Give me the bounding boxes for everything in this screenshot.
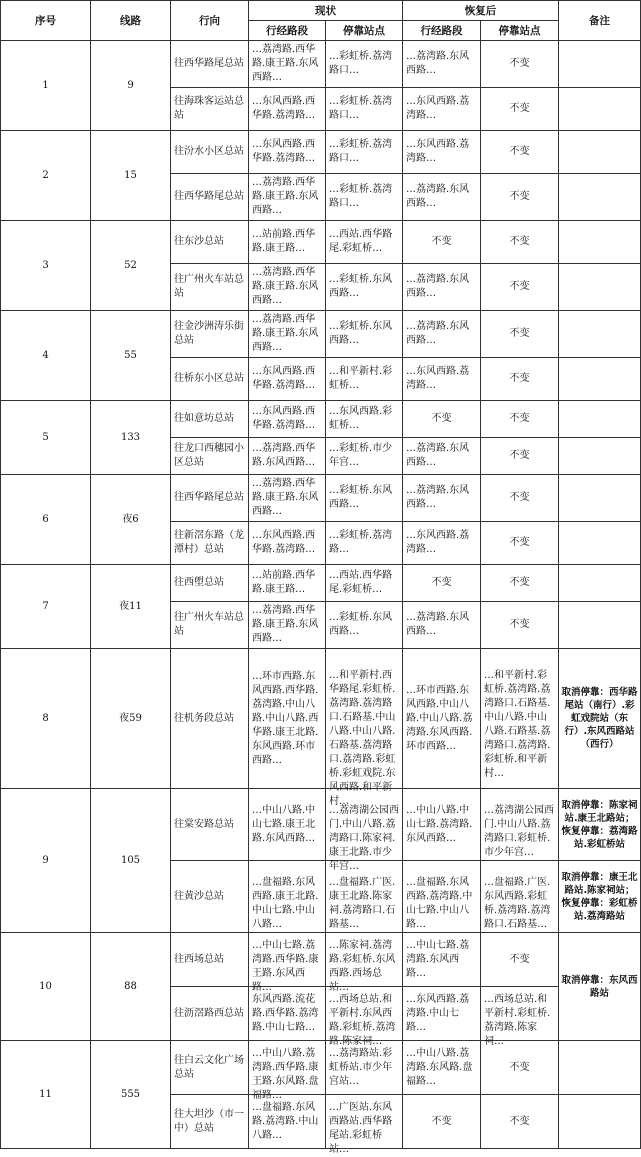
current-stop-cell bbox=[326, 41, 403, 88]
restored-seg-cell bbox=[403, 602, 481, 649]
restored-stop-cell-text: 不变 bbox=[509, 328, 530, 339]
direction-cell: 往大坦沙（市一中）总站 bbox=[171, 1095, 249, 1149]
current-stop-cell-text: …彩虹桥.荔湾路口… bbox=[329, 139, 393, 164]
restored-seg-cell-text: …荔湾路.东风西路… bbox=[406, 274, 470, 299]
seq-cell: 2 bbox=[1, 131, 91, 221]
restored-seg-cell-text: …荔湾路.东风西路… bbox=[406, 321, 470, 346]
note-cell bbox=[559, 438, 641, 475]
restored-stop-cell-text: 不变 bbox=[509, 58, 530, 69]
current-seg-cell bbox=[249, 933, 326, 993]
restored-seg-cell-text: …东风西路.荔湾路… bbox=[406, 530, 470, 555]
seq-cell: 10 bbox=[1, 933, 91, 1041]
restored-seg-cell bbox=[403, 522, 481, 565]
note-cell bbox=[559, 1095, 641, 1149]
table-row bbox=[1, 401, 641, 438]
current-stop-cell-text: …荔湾路站.彩虹桥站.市少年宫站… bbox=[329, 1047, 393, 1087]
restored-stop-cell bbox=[481, 264, 559, 311]
restored-stop-cell-text: 不变 bbox=[509, 281, 530, 292]
current-seg-cell bbox=[249, 41, 326, 88]
seq-cell: 5 bbox=[1, 401, 91, 475]
current-seg-cell bbox=[249, 522, 326, 565]
direction-cell: 往白云文化广场总站 bbox=[171, 1041, 249, 1095]
direction-cell: 往黄沙总站 bbox=[171, 861, 249, 933]
restored-seg-cell bbox=[403, 933, 481, 987]
current-stop-cell bbox=[326, 358, 403, 401]
restored-seg-cell bbox=[403, 861, 481, 933]
current-seg-cell bbox=[249, 174, 326, 221]
current-seg-cell-text: 东风西路.流花路.西华路.荔湾路.中山七路… bbox=[252, 993, 319, 1033]
route-cell: 15 bbox=[91, 131, 171, 221]
current-seg-cell-text: …东风西路.西华路.荔湾路… bbox=[252, 96, 316, 121]
route-cell: 55 bbox=[91, 311, 171, 401]
restored-seg-cell bbox=[403, 358, 481, 401]
restored-seg-cell-text: …荔湾路.东风西路… bbox=[406, 485, 470, 510]
restored-seg-cell bbox=[403, 311, 481, 358]
table-row bbox=[1, 1041, 641, 1095]
current-seg-cell bbox=[249, 602, 326, 649]
current-stop-cell-text: …陈家祠.荔湾路.彩虹桥.东风西路.西场总站… bbox=[329, 939, 396, 993]
direction-cell: 往新滘东路（龙潭村）总站 bbox=[171, 522, 249, 565]
restored-seg-cell-text: …中山八路.中山七路.荔湾路.东风西路… bbox=[406, 804, 473, 844]
restored-stop-cell bbox=[481, 131, 559, 174]
current-seg-cell-text: …荔湾路.西华路.康王路.东风西路… bbox=[252, 605, 319, 644]
note-cell bbox=[559, 602, 641, 649]
current-stop-cell-text: …荔湾湖公园西门.中山八路.荔湾路口.陈家祠.康王北路.市少年宫… bbox=[329, 804, 399, 872]
restored-seg-cell bbox=[403, 264, 481, 311]
note-cell bbox=[559, 174, 641, 221]
direction-cell: 往龙口西穗园小区总站 bbox=[171, 438, 249, 475]
table-row bbox=[1, 41, 641, 88]
header-restored-seg: 行经路段 bbox=[403, 21, 481, 41]
note-cell bbox=[559, 565, 641, 602]
route-cell: 夜11 bbox=[91, 565, 171, 649]
table-row bbox=[1, 131, 641, 174]
restored-stop-cell-text: …盘福路.广医.东风西路.彩虹桥.荔湾路.荔湾路口.石路基… bbox=[484, 876, 551, 930]
header-note: 备注 bbox=[559, 1, 641, 41]
restored-stop-cell bbox=[481, 602, 559, 649]
current-seg-cell-text: …荔湾路.西华路.康王路.东风西路… bbox=[252, 44, 319, 83]
table-row bbox=[1, 311, 641, 358]
restored-seg-cell bbox=[403, 1095, 481, 1149]
direction-cell: 往桥东小区总站 bbox=[171, 358, 249, 401]
note-cell: 取消停靠：西华路尾站（南行）.彩虹戏院站（东行）.东风西路站（西行） bbox=[559, 649, 641, 789]
restored-stop-cell-text: 不变 bbox=[509, 103, 530, 114]
restored-seg-cell-text: …中山八路.荔湾路.东风路.盘福路… bbox=[406, 1047, 473, 1087]
restored-stop-cell bbox=[481, 221, 559, 264]
restored-stop-cell-text: 不变 bbox=[509, 619, 530, 630]
note-cell bbox=[559, 401, 641, 438]
restored-seg-cell-text: …盘福路.东风西路.荔湾路.中山七路.中山八路… bbox=[406, 876, 473, 930]
restored-seg-cell-text: 不变 bbox=[431, 413, 452, 424]
current-stop-cell bbox=[326, 438, 403, 475]
restored-seg-cell bbox=[403, 649, 481, 789]
table-body bbox=[1, 41, 641, 1155]
current-stop-cell bbox=[326, 131, 403, 174]
restored-seg-cell bbox=[403, 475, 481, 522]
current-stop-cell bbox=[326, 221, 403, 264]
current-stop-cell bbox=[326, 174, 403, 221]
current-stop-cell bbox=[326, 311, 403, 358]
note-cell bbox=[559, 88, 641, 131]
seq-cell: 8 bbox=[1, 649, 91, 789]
current-stop-cell-text: …彩虹桥.荔湾路口… bbox=[329, 96, 393, 121]
restored-stop-cell-text: 不变 bbox=[509, 1115, 530, 1127]
restored-seg-cell bbox=[403, 41, 481, 88]
current-seg-cell bbox=[249, 221, 326, 264]
restored-stop-cell-text: 不变 bbox=[509, 953, 530, 965]
current-seg-cell bbox=[249, 311, 326, 358]
current-seg-cell bbox=[249, 1095, 326, 1149]
restored-stop-cell-text: 不变 bbox=[509, 450, 530, 461]
current-seg-cell-text: …中山七路.荔湾路.西华路.康王路.东风西路… bbox=[252, 939, 319, 993]
direction-cell: 往广州火车站总站 bbox=[171, 264, 249, 311]
current-stop-cell-text: …彩虹桥.东风西路… bbox=[329, 612, 393, 637]
table-row bbox=[1, 789, 641, 861]
note-cell: 取消停靠：陈家祠站.康王北路站；恢复停靠：荔湾路站.彩虹桥站 bbox=[559, 789, 641, 861]
note-cell bbox=[559, 264, 641, 311]
current-seg-cell bbox=[249, 88, 326, 131]
current-seg-cell bbox=[249, 264, 326, 311]
restored-seg-cell-text: …荔湾路.东风西路… bbox=[406, 443, 470, 468]
current-seg-cell-text: …东风西路.西华路.荔湾路… bbox=[252, 530, 316, 555]
current-seg-cell bbox=[249, 789, 326, 861]
direction-cell: 往广州火车站总站 bbox=[171, 602, 249, 649]
current-seg-cell bbox=[249, 401, 326, 438]
table-row bbox=[1, 933, 641, 987]
current-seg-cell bbox=[249, 131, 326, 174]
header-restored: 恢复后 bbox=[403, 1, 559, 21]
direction-cell: 往西华路尾总站 bbox=[171, 475, 249, 522]
restored-seg-cell-text: 不变 bbox=[431, 236, 452, 247]
current-stop-cell bbox=[326, 88, 403, 131]
restored-stop-cell bbox=[481, 1041, 559, 1095]
seq-cell: 6 bbox=[1, 475, 91, 565]
restored-stop-cell-text: 不变 bbox=[509, 537, 530, 548]
current-stop-cell-text: …广医站.东风西路站.西华路尾站.彩虹桥站… bbox=[329, 1101, 393, 1155]
current-stop-cell-text: …和平新村.彩虹桥… bbox=[329, 366, 393, 391]
restored-seg-cell bbox=[403, 174, 481, 221]
direction-cell: 往金沙洲涛乐街总站 bbox=[171, 311, 249, 358]
current-seg-cell bbox=[249, 565, 326, 602]
current-seg-cell-text: …站前路.西华路.康王路… bbox=[252, 229, 316, 254]
direction-cell: 往棠安路总站 bbox=[171, 789, 249, 861]
restored-seg-cell bbox=[403, 88, 481, 131]
current-seg-cell-text: …环市西路.东风西路.西华路.荔湾路.中山八路.中山八路.西华路.康王北路.东风西路.环市西路… bbox=[252, 670, 319, 766]
route-cell: 夜6 bbox=[91, 475, 171, 565]
current-stop-cell bbox=[326, 1041, 403, 1095]
note-cell bbox=[559, 41, 641, 88]
restored-stop-cell-text: 不变 bbox=[509, 492, 530, 503]
restored-stop-cell-text: …和平新村.彩虹桥.荔湾路.荔湾路口.石路基.中山八路.中山八路.石路基.荔湾路口.荔湾路.彩虹桥.和平新村… bbox=[484, 669, 551, 779]
restored-stop-cell bbox=[481, 88, 559, 131]
restored-stop-cell bbox=[481, 438, 559, 475]
current-seg-cell-text: …东风西路.西华路.荔湾路… bbox=[252, 406, 316, 431]
note-cell bbox=[559, 475, 641, 522]
restored-seg-cell bbox=[403, 438, 481, 475]
current-stop-cell-text: …西站.西华路尾.彩虹桥… bbox=[329, 570, 393, 595]
direction-cell: 往机务段总站 bbox=[171, 649, 249, 789]
current-stop-cell-text: …彩虹桥.市少年宫… bbox=[329, 443, 393, 468]
restored-seg-cell-text: 不变 bbox=[431, 1115, 452, 1127]
note-cell bbox=[559, 522, 641, 565]
restored-stop-cell bbox=[481, 789, 559, 861]
route-cell: 52 bbox=[91, 221, 171, 311]
header-current-stops: 停靠站点 bbox=[326, 21, 403, 41]
current-seg-cell bbox=[249, 475, 326, 522]
header-direction: 行向 bbox=[171, 1, 249, 41]
current-stop-cell-text: …盘福路.广医.康王北路.陈家祠.荔湾路口.石路基… bbox=[329, 876, 396, 930]
restored-stop-cell-text: 不变 bbox=[509, 577, 530, 588]
current-stop-cell bbox=[326, 565, 403, 602]
current-stop-cell-text: …彩虹桥.荔湾路… bbox=[329, 530, 393, 555]
restored-seg-cell-text: …环市西路.东风西路.中山八路.中山八路.荔湾路.东风西路.环市西路… bbox=[406, 684, 473, 752]
restored-stop-cell bbox=[481, 174, 559, 221]
current-stop-cell bbox=[326, 401, 403, 438]
current-stop-cell bbox=[326, 1095, 403, 1155]
restored-stop-cell bbox=[481, 401, 559, 438]
restored-stop-cell-text: 不变 bbox=[509, 236, 530, 247]
direction-cell: 往西场总站 bbox=[171, 933, 249, 987]
seq-cell: 3 bbox=[1, 221, 91, 311]
restored-stop-cell bbox=[481, 475, 559, 522]
restored-stop-cell bbox=[481, 1095, 559, 1149]
restored-seg-cell bbox=[403, 565, 481, 602]
restored-stop-cell bbox=[481, 565, 559, 602]
direction-cell: 往汾水小区总站 bbox=[171, 131, 249, 174]
current-stop-cell-text: …彩虹桥.荔湾路口… bbox=[329, 184, 393, 209]
direction-cell: 往西塱总站 bbox=[171, 565, 249, 602]
restored-seg-cell bbox=[403, 1041, 481, 1095]
direction-cell: 往如意坊总站 bbox=[171, 401, 249, 438]
restored-stop-cell-text: …西场总站.和平新村.彩虹桥.荔湾路.陈家祠… bbox=[484, 993, 551, 1047]
restored-stop-cell-text: 不变 bbox=[509, 413, 530, 424]
restored-stop-cell bbox=[481, 933, 559, 987]
direction-cell: 往西华路尾总站 bbox=[171, 174, 249, 221]
current-stop-cell bbox=[326, 602, 403, 649]
restored-stop-cell bbox=[481, 649, 559, 789]
current-stop-cell-text: …西场总站.和平新村.东风西路.彩虹桥.荔湾路.陈家祠… bbox=[329, 993, 396, 1047]
restored-stop-cell bbox=[481, 522, 559, 565]
table-row bbox=[1, 565, 641, 602]
restored-seg-cell bbox=[403, 221, 481, 264]
seq-cell: 11 bbox=[1, 1041, 91, 1149]
restored-seg-cell-text: …东风西路.荔湾路.中山七路… bbox=[406, 993, 470, 1033]
restored-seg-cell-text: 不变 bbox=[431, 577, 452, 588]
current-seg-cell bbox=[249, 861, 326, 933]
restored-stop-cell bbox=[481, 358, 559, 401]
seq-cell: 4 bbox=[1, 311, 91, 401]
current-stop-cell-text: …彩虹桥.荔湾路口… bbox=[329, 51, 393, 76]
current-seg-cell-text: …荔湾路.西华路.康王路.东风西路… bbox=[252, 478, 319, 517]
current-stop-cell-text: …彩虹桥.东风西路… bbox=[329, 274, 393, 299]
current-seg-cell-text: …荔湾路.西华路.东风西路… bbox=[252, 443, 316, 468]
route-cell: 夜59 bbox=[91, 649, 171, 789]
direction-cell: 往海珠客运站总站 bbox=[171, 88, 249, 131]
note-cell bbox=[559, 131, 641, 174]
current-seg-cell bbox=[249, 649, 326, 789]
current-stop-cell-text: …和平新村.西华路尾.彩虹桥.荔湾路.荔湾路口.石路基.中山八路.中山八路.石路基.荔湾路口.荔湾路.彩虹桥.彩虹戏院.东风西路.和平新村… bbox=[329, 669, 396, 807]
direction-cell: 往沥滘路西总站 bbox=[171, 987, 249, 1041]
current-stop-cell bbox=[326, 475, 403, 522]
current-seg-cell-text: …站前路.西华路.康王路… bbox=[252, 570, 316, 595]
note-cell bbox=[559, 311, 641, 358]
restored-seg-cell bbox=[403, 131, 481, 174]
current-seg-cell-text: …荔湾路.西华路.康王路.东风西路… bbox=[252, 177, 319, 216]
current-stop-cell-text: …彩虹桥.东风西路… bbox=[329, 321, 393, 346]
restored-seg-cell-text: …中山七路.荔湾路.东风西路… bbox=[406, 939, 470, 979]
table-row bbox=[1, 221, 641, 264]
restored-stop-cell bbox=[481, 41, 559, 88]
restored-stop-cell-text: 不变 bbox=[509, 373, 530, 384]
restored-seg-cell bbox=[403, 789, 481, 861]
restored-seg-cell bbox=[403, 401, 481, 438]
restored-stop-cell-text: 不变 bbox=[509, 191, 530, 202]
current-seg-cell-text: …荔湾路.西华路.康王路.东风西路… bbox=[252, 267, 319, 306]
route-cell: 555 bbox=[91, 1041, 171, 1149]
seq-cell: 9 bbox=[1, 789, 91, 933]
current-stop-cell bbox=[326, 987, 403, 1047]
current-seg-cell-text: …东风西路.西华路.荔湾路… bbox=[252, 139, 316, 164]
restored-seg-cell bbox=[403, 987, 481, 1041]
direction-cell: 往西华路尾总站 bbox=[171, 41, 249, 88]
seq-cell: 7 bbox=[1, 565, 91, 649]
note-cell: 取消停靠：东风西路站 bbox=[559, 933, 641, 1041]
seq-cell: 1 bbox=[1, 41, 91, 131]
current-stop-cell bbox=[326, 522, 403, 565]
route-cell: 133 bbox=[91, 401, 171, 475]
header-seq: 序号 bbox=[1, 1, 91, 41]
current-seg-cell-text: …中山八路.荔湾路.西华路.康王路.东风路.盘福路… bbox=[252, 1047, 319, 1101]
current-seg-cell-text: …荔湾路.西华路.康王路.东风西路… bbox=[252, 314, 319, 353]
restored-stop-cell-text: 不变 bbox=[509, 1061, 530, 1073]
header-current: 现状 bbox=[249, 1, 403, 21]
current-seg-cell bbox=[249, 1041, 326, 1101]
restored-seg-cell-text: …东风西路.荔湾路… bbox=[406, 366, 470, 391]
current-stop-cell-text: …彩虹桥.东风西路… bbox=[329, 485, 393, 510]
restored-stop-cell bbox=[481, 987, 559, 1047]
table-row bbox=[1, 649, 641, 789]
header-route: 线路 bbox=[91, 1, 171, 41]
header-restored-stops: 停靠站点 bbox=[481, 21, 559, 41]
note-cell: 取消停靠：康王北路站.陈家祠站；恢复停靠：彩虹桥站.荔湾路站 bbox=[559, 861, 641, 933]
note-cell bbox=[559, 358, 641, 401]
restored-stop-cell bbox=[481, 311, 559, 358]
route-cell: 88 bbox=[91, 933, 171, 1041]
current-stop-cell-text: …西站.西华路尾.彩虹桥… bbox=[329, 229, 393, 254]
restored-stop-cell bbox=[481, 861, 559, 933]
current-seg-cell-text: …盘福路.东风西路.康王北路.中山七路.中山八路… bbox=[252, 876, 319, 930]
route-cell: 9 bbox=[91, 41, 171, 131]
direction-cell: 往东沙总站 bbox=[171, 221, 249, 264]
current-stop-cell bbox=[326, 264, 403, 311]
restored-seg-cell-text: …荔湾路.东风西路… bbox=[406, 51, 470, 76]
current-stop-cell bbox=[326, 933, 403, 993]
note-cell bbox=[559, 1041, 641, 1095]
current-stop-cell bbox=[326, 649, 403, 807]
current-seg-cell bbox=[249, 358, 326, 401]
restored-stop-cell-text: …荔湾湖公园西门.中山八路.荔湾路口.彩虹桥.市少年宫… bbox=[484, 804, 554, 858]
route-cell: 105 bbox=[91, 789, 171, 933]
current-stop-cell-text: …东风西路.彩虹桥… bbox=[329, 406, 393, 431]
table-row bbox=[1, 475, 641, 522]
restored-stop-cell-text: 不变 bbox=[509, 146, 530, 157]
restored-seg-cell-text: …荔湾路.东风西路… bbox=[406, 184, 470, 209]
restored-seg-cell-text: …东风西路.荔湾路… bbox=[406, 139, 470, 164]
current-seg-cell-text: …盘福路.东风路.荔湾路.中山八路… bbox=[252, 1101, 319, 1141]
current-seg-cell bbox=[249, 438, 326, 475]
restored-seg-cell-text: …东风西路.荔湾路… bbox=[406, 96, 470, 121]
current-seg-cell bbox=[249, 987, 326, 1041]
current-seg-cell-text: …中山八路.中山七路.康王北路.东风西路… bbox=[252, 804, 316, 844]
note-cell bbox=[559, 221, 641, 264]
header-current-seg: 行经路段 bbox=[249, 21, 326, 41]
current-seg-cell-text: …东风西路.西华路.荔湾路… bbox=[252, 366, 316, 391]
restored-seg-cell-text: …荔湾路.东风西路… bbox=[406, 612, 470, 637]
